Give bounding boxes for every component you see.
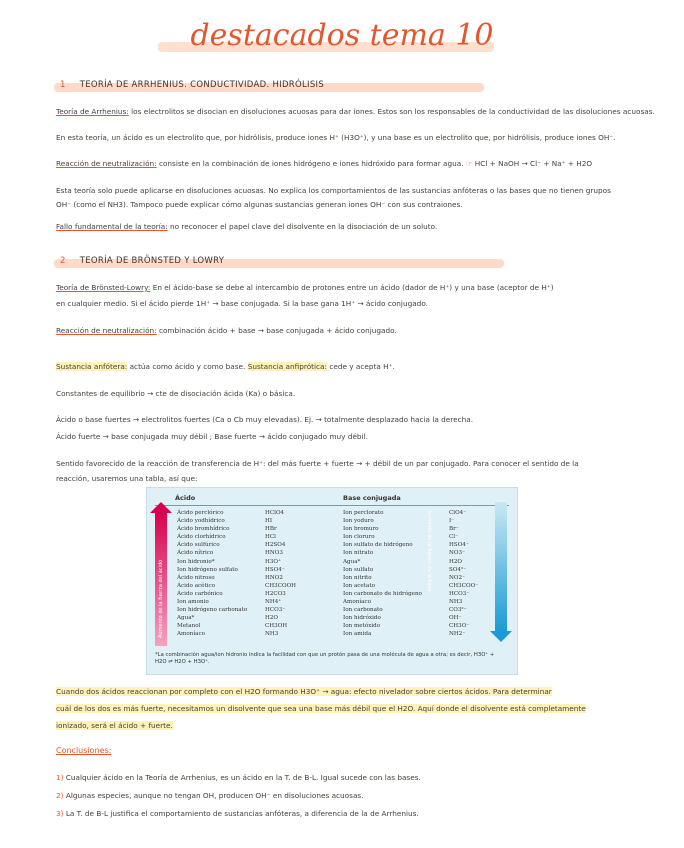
acid-formula: HSO4⁻ xyxy=(265,566,285,573)
arrow-icon: ☞ xyxy=(465,159,473,168)
s2-line-1 xyxy=(56,282,626,293)
acid-name: Ácido sulfúrico xyxy=(177,542,220,549)
acid-name: Ion hidronio* xyxy=(177,558,215,565)
acid-formula: H2SO4 xyxy=(265,542,286,549)
base-formula: NH3 xyxy=(449,599,463,606)
s2-line-5: Constantes de equilibrio → cte de disociación ácida (Ka) o básica. xyxy=(56,389,296,398)
acid-formula: HClO4 xyxy=(265,510,285,516)
conclusion-1 xyxy=(56,772,626,783)
s2-line-4-mid: actúa como ácido y como base. xyxy=(127,362,248,371)
acid-name: Metanol xyxy=(177,623,201,630)
acid-name: Ácido yodhídrico xyxy=(177,518,225,525)
acid-formula: HCO3⁻ xyxy=(265,607,286,614)
s2-line-3 xyxy=(56,325,626,336)
conclusion-1-num: 1) xyxy=(56,773,64,782)
table-footnote: *La combinación agua/ion hidronio indica la facilidad con que un protón pasa de una molécula de agua a otra; es decir, H3O⁺ + H2O ⇌ H2O + H3O⁺. xyxy=(155,652,495,665)
base-formulas-column xyxy=(449,509,478,639)
base-formula: CO3²⁻ xyxy=(449,607,467,614)
base-name: Ion sulfato de hidrógeno xyxy=(343,542,413,549)
conclusion-3-text: La T. de B-L justifica el comportamiento de sustancias anfóteras, a diferencia de la de Arrhenius. xyxy=(65,809,419,818)
conclusion-1-text: Cualquier ácido en la Teoría de Arrhenius, es un ácido en la T. de B-L. Igual sucede con las bases. xyxy=(65,773,421,782)
fallo-term: Fallo fundamental de la teoría: xyxy=(56,222,168,231)
base-formula: SO4²⁻ xyxy=(449,566,467,573)
acid-name: Ácido nítrico xyxy=(177,550,214,557)
s3-line-1-text: Cuando dos ácidos reaccionan por completo con el H2O formando H3O⁺ → agua: efecto nivelador sobre ciertos ácidos. Para determinar xyxy=(56,687,552,696)
neutralizacion-bl-term: Reacción de neutralización: xyxy=(56,326,157,335)
base-name: Amoníaco xyxy=(343,599,371,606)
base-formula: NH2⁻ xyxy=(449,631,466,638)
acid-strength-label: Aumento de la fuerza del ácido xyxy=(158,559,164,638)
acid-name: Ácido acético xyxy=(177,582,216,589)
conclusion-2-text: Algunas especies, aunque no tengan OH, producen OH⁻ en disoluciones acuosas. xyxy=(65,791,364,800)
anfiprotica-term: Sustancia anfiprótica: xyxy=(247,362,327,371)
acid-name: Agua* xyxy=(177,615,195,622)
section-2-number: 2 xyxy=(60,256,66,266)
neutralizacion-term: Reacción de neutralización: xyxy=(56,159,157,168)
conclusion-2 xyxy=(56,790,626,801)
acid-formula: CH3COOH xyxy=(265,582,297,589)
acid-formula: HCl xyxy=(265,534,276,541)
base-formula: CH3O⁻ xyxy=(449,623,470,630)
acid-name: Ion amonio xyxy=(177,599,209,606)
base-names-column xyxy=(343,509,422,639)
base-name: Ion hidróxido xyxy=(343,615,381,622)
section-1-title: TEORÍA DE ARRHENIUS. CONDUCTIVIDAD. HIDRÓLISIS xyxy=(79,80,325,90)
s2-line-7: Ácido fuerte → base conjugada muy débil ; Base fuerte → ácido conjugado muy débil. xyxy=(56,432,368,441)
base-name: Ion amida xyxy=(343,631,372,638)
s3-line-2 xyxy=(56,703,626,714)
acid-formula: HBr xyxy=(265,526,277,533)
acid-formula: NH3 xyxy=(265,631,279,638)
s1-line-3 xyxy=(56,158,626,169)
base-formula: NO3⁻ xyxy=(449,550,465,557)
base-name: Agua* xyxy=(343,558,361,565)
base-strength-arrow-icon xyxy=(495,502,507,632)
table-header-base: Base conjugada xyxy=(343,494,401,502)
s3-line-3 xyxy=(56,720,626,731)
base-name: Ion yoduro xyxy=(343,518,374,525)
base-formula: Cl⁻ xyxy=(449,534,459,541)
section-1-heading xyxy=(60,80,324,90)
base-strength-label: Aumento de la fuerza de la base xyxy=(425,510,432,592)
acid-name: Ácido carbónico xyxy=(177,590,223,597)
s2-line-6: Ácido o base fuertes → electrolitos fuertes (Ca o Cb muy elevadas). Ej. → totalmente desplazado hacia la derecha. xyxy=(56,415,474,424)
base-name: Ion nitrato xyxy=(343,550,374,557)
base-name: Ion sulfato xyxy=(343,566,374,573)
acid-names-column xyxy=(177,509,247,639)
acid-formula: H2O xyxy=(265,615,279,622)
acid-formula: H2CO3 xyxy=(265,590,286,597)
acid-formulas-column xyxy=(265,509,296,639)
acid-formula: HNO2 xyxy=(265,574,283,581)
acid-formula: CH3OH xyxy=(265,623,288,630)
neutralization-equation: HCl + NaOH → Cl⁻ + Na⁺ + H2O xyxy=(474,159,593,168)
acid-name: Ácido nitroso xyxy=(177,574,215,581)
s2-line-9: reacción, usaremos una tabla, así que: xyxy=(56,474,198,483)
conclusion-3 xyxy=(56,808,626,819)
arrhenius-term: Teoría de Arrhenius: xyxy=(56,107,129,116)
base-name: Ion metóxido xyxy=(343,623,381,630)
s1-line-6 xyxy=(56,221,626,232)
s1-line-2: En esta teoría, un ácido es un electrolito que, por hidrólisis, produce iones H⁺ (H3O⁺), y una base es un electrolito que, por hidrólisis, produce iones OH⁻. xyxy=(56,133,616,142)
s2-line-3-text: combinación ácido + base → base conjugada + ácido conjugado. xyxy=(156,326,397,335)
acid-name: Ácido perclórico xyxy=(177,510,224,516)
base-formula: HSO4⁻ xyxy=(449,542,469,549)
conclusion-2-num: 2) xyxy=(56,791,64,800)
page-title: destacados tema 10 xyxy=(190,18,494,53)
s3-line-3-text: ionizado, será el ácido + fuerte. xyxy=(56,721,173,730)
s3-line-2-text: cuál de los dos es más fuerte, necesitamos un disolvente que sea una base más débil que el H2O. Aquí donde el disolvente está completamente xyxy=(56,704,586,713)
table-header-rule xyxy=(155,505,509,506)
bronsted-term: Teoría de Brönsted-Lowry: xyxy=(56,283,151,292)
section-2-title: TEORÍA DE BRÖNSTED Y LOWRY xyxy=(79,256,225,266)
s1-line-6-text: no reconocer el papel clave del disolvente en la disociación de un soluto. xyxy=(167,222,438,231)
conclusion-3-num: 3) xyxy=(56,809,64,818)
base-formula: H2O xyxy=(449,558,463,565)
base-formula: Br⁻ xyxy=(449,526,459,533)
acid-formula: HNO3 xyxy=(265,550,283,557)
base-name: Ion carbonato xyxy=(343,607,383,614)
s1-line-1-text: los electrolitos se disocian en disoluciones acuosas para dar iones. Estos son los responsables de la conductividad de las disoluciones acuosas. xyxy=(128,107,655,116)
s1-line-1 xyxy=(56,106,655,117)
s2-line-4-rest: cede y acepta H⁺. xyxy=(327,362,395,371)
base-formula: CH3COO⁻ xyxy=(449,582,479,589)
acid-formula: NH4⁺ xyxy=(265,599,282,606)
base-name: Ion bromuro xyxy=(343,526,379,533)
section-1-number: 1 xyxy=(60,80,66,90)
base-formula: ClO4⁻ xyxy=(449,510,467,516)
s1-line-4: Esta teoría solo puede aplicarse en disoluciones acuosas. No explica los comportamientos de las sustancias anfóteras o las bases que no tienen grupos xyxy=(56,186,611,195)
conclusions-heading: Conclusiones: xyxy=(56,746,112,755)
base-formula: NO2⁻ xyxy=(449,574,465,581)
acid-name: Ion hidrógeno carbonato xyxy=(177,607,248,614)
anfotera-term: Sustancia anfótera: xyxy=(56,362,128,371)
s3-line-1 xyxy=(56,686,626,697)
s2-line-8: Sentido favorecido de la reacción de transferencia de H⁺: del más fuerte + fuerte → + débil de un par conjugado. Para conocer el sentido de la xyxy=(56,459,579,468)
acid-name: Ion hidrógeno sulfato xyxy=(177,566,238,573)
base-formula: OH⁻ xyxy=(449,615,462,622)
base-name: Ion perclorato xyxy=(343,510,384,516)
base-name: Ion acetato xyxy=(343,582,375,589)
s2-line-1-text: En el ácido-base se debe al intercambio de protones entre un ácido (dador de H⁺) y una base (aceptor de H⁺) xyxy=(150,283,554,292)
acid-formula: H3O⁺ xyxy=(265,558,281,565)
base-name: Ion carbonato de hidrógeno xyxy=(343,590,422,597)
s1-line-5: OH⁻ (como el NH3). Tampoco puede explicar cómo algunas sustancias generan iones OH⁻ con sus contraiones. xyxy=(56,200,463,209)
acid-name: Ácido clorhídrico xyxy=(177,534,226,541)
acid-name: Ácido bromhídrico xyxy=(177,526,230,533)
s1-line-3-text: consiste en la combinación de iones hidrógeno e iones hidróxido para formar agua. xyxy=(156,159,464,168)
table-header-acid: Ácido xyxy=(175,494,196,502)
acid-name: Amoníaco xyxy=(177,631,205,638)
s2-line-4 xyxy=(56,361,626,372)
s2-line-2: en cualquier medio. Si el ácido pierde 1H⁺ → base conjugada. Si la base gana 1H⁺ → ácido conjugado. xyxy=(56,299,428,308)
acid-base-table xyxy=(146,487,518,675)
base-formula: HCO3⁻ xyxy=(449,590,470,597)
base-name: Ion cloruro xyxy=(343,534,375,541)
base-name: Ion nitrito xyxy=(343,574,372,581)
section-2-heading xyxy=(60,256,224,266)
base-formula: I⁻ xyxy=(449,518,455,525)
acid-formula: HI xyxy=(265,518,273,525)
